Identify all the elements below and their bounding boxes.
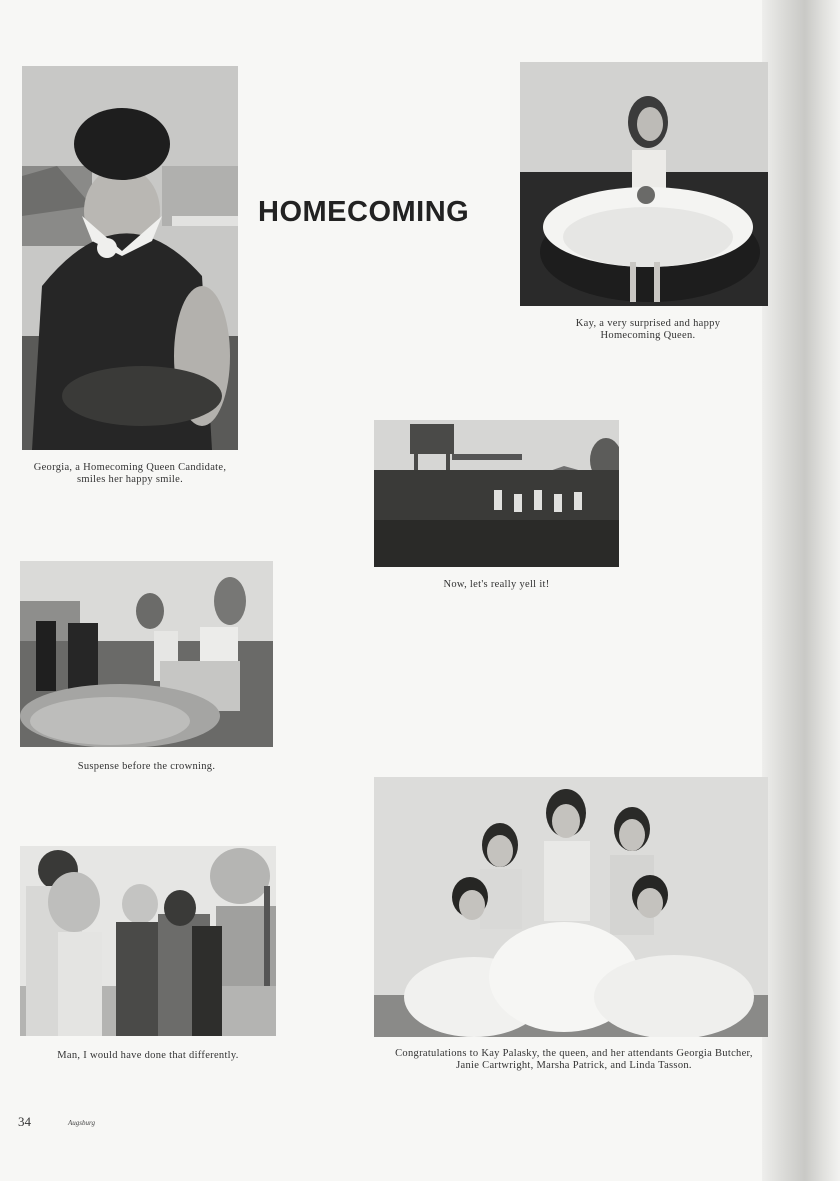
publication-name: Augsburg <box>68 1119 95 1127</box>
kay-queen-photo <box>520 62 768 306</box>
football-players-photo <box>20 846 276 1036</box>
georgia-portrait-photo <box>22 66 238 450</box>
page-number: 34 <box>18 1114 31 1129</box>
convertible-cars-photo <box>20 561 273 747</box>
players-caption: Man, I would have done that differently. <box>57 1050 239 1061</box>
crowd-caption: Now, let's really yell it! <box>443 579 550 590</box>
kay-caption: Kay, a very surprised and happy Homecoming Queen. <box>575 318 721 341</box>
page-binding-edge <box>762 0 840 1181</box>
crowd-cheering-photo <box>374 420 619 567</box>
page-title: HOMECOMING <box>258 196 470 228</box>
cars-caption: Suspense before the crowning. <box>77 761 216 772</box>
homecoming-court-photo <box>374 777 768 1037</box>
georgia-caption: Georgia, a Homecoming Queen Candidate, smiles her happy smile. <box>33 462 227 485</box>
court-caption: Congratulations to Kay Palasky, the queen, and her attendants Georgia Butcher, Janie Cartwright, Marsha Patrick, and Linda Tasson. <box>395 1048 753 1071</box>
